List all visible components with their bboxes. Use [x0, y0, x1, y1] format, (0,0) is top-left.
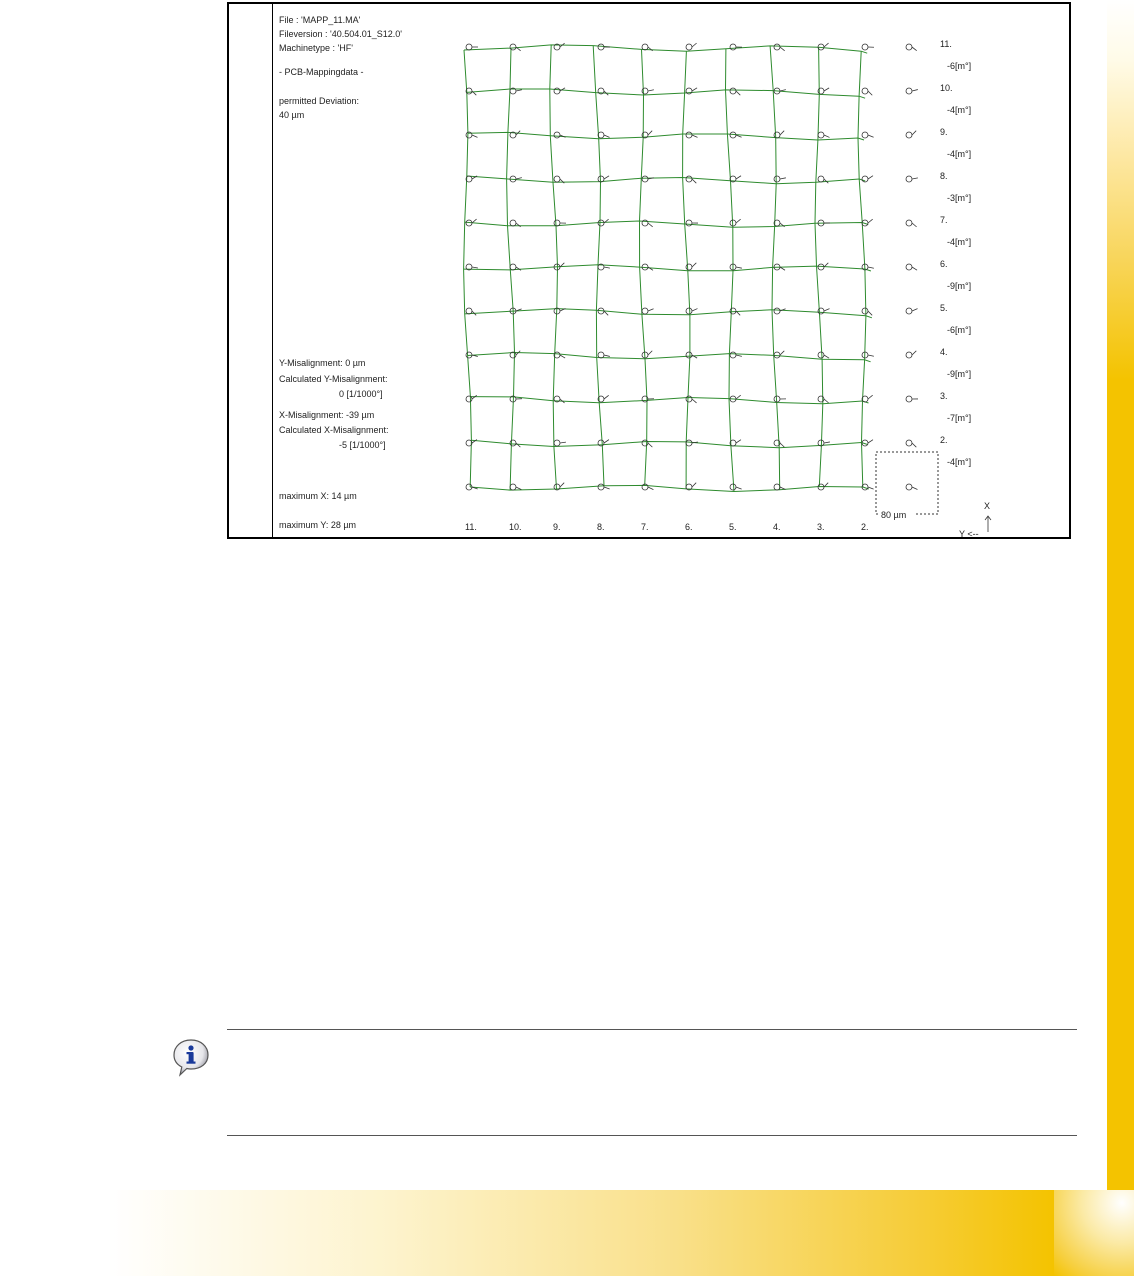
deviation-vector [692, 179, 696, 183]
deviation-vector [824, 88, 829, 91]
deviation-vector [736, 440, 741, 443]
y-misalignment-label: Y-Misalignment: 0 µm [279, 358, 366, 368]
deviation-vector [560, 442, 566, 443]
deviation-vector [824, 442, 830, 443]
deviation-vector [692, 88, 697, 91]
measurement-point [686, 352, 692, 358]
measurement-point [906, 264, 912, 270]
measurement-point [862, 308, 868, 314]
measurement-point [774, 308, 780, 314]
column-label: 10. [509, 522, 522, 532]
mapping-plot [229, 4, 1069, 537]
deviation-vector [648, 351, 652, 355]
measurement-point [730, 352, 736, 358]
measurement-point [906, 44, 912, 50]
measurement-point [730, 484, 736, 490]
measurement-point [686, 440, 692, 446]
column-label: 5. [729, 522, 737, 532]
measurement-point [906, 132, 912, 138]
deviation-vector [824, 135, 829, 137]
measurement-point [598, 484, 604, 490]
row-number-label: 4. [940, 347, 948, 357]
deviation-vector [780, 47, 785, 51]
column-label: 8. [597, 522, 605, 532]
measurement-point [818, 352, 824, 358]
note-bottom-rule [227, 1135, 1077, 1136]
deviation-vector [560, 483, 564, 487]
deviation-vector [912, 47, 917, 51]
deviation-vector [692, 483, 696, 487]
maximum-y-label: maximum Y: 28 µm [279, 520, 357, 530]
column-label: 9. [553, 522, 561, 532]
deviation-vector [736, 219, 741, 223]
measurement-point [730, 88, 736, 94]
deviation-vector [648, 309, 654, 311]
x-misalignment-label: X-Misalignment: -39 µm [279, 410, 375, 420]
calc-x-misalignment-label: Calculated X-Misalignment: [279, 425, 389, 435]
measurement-point [686, 308, 692, 314]
row-number-label: 7. [940, 215, 948, 225]
row-angle-value: -3[m°] [947, 193, 972, 203]
deviation-vector [648, 90, 654, 91]
deviation-vector [736, 355, 742, 356]
measurement-point [554, 88, 560, 94]
measurement-point [510, 484, 516, 490]
grid-row-line [470, 485, 869, 491]
measurement-point [642, 308, 648, 314]
section-label: - PCB-Mappingdata - [279, 67, 364, 77]
measurement-point [686, 396, 692, 402]
measurement-point [510, 44, 516, 50]
measurement-point [598, 44, 604, 50]
measurement-point [510, 220, 516, 226]
measurement-point [906, 352, 912, 358]
deviation-vector [824, 399, 829, 403]
row-angle-value: -9[m°] [947, 369, 972, 379]
deviation-vector [604, 267, 610, 268]
column-label: 11. [465, 522, 477, 532]
column-label: 6. [685, 522, 693, 532]
file-label: File : 'MAPP_11.MA' [279, 15, 361, 25]
deviation-vector [472, 135, 477, 137]
deviation-vector [604, 487, 610, 489]
measurement-point [906, 440, 912, 446]
deviation-grid [464, 45, 872, 492]
row-number-label: 9. [940, 127, 948, 137]
measurement-point [862, 44, 868, 50]
deviation-vector [912, 351, 916, 355]
measurement-point [730, 44, 736, 50]
deviation-vector [780, 351, 784, 355]
footer-corner-decoration [1054, 1190, 1134, 1276]
deviation-vector [912, 487, 917, 489]
row-labels [940, 39, 971, 467]
grid-row-line [465, 309, 872, 318]
deviation-vector [516, 90, 522, 91]
maximum-x-label: maximum X: 14 µm [279, 491, 357, 501]
row-number-label: 11. [940, 39, 952, 49]
deviation-vector [912, 223, 917, 227]
deviation-vector [516, 443, 520, 447]
deviation-vector [604, 355, 610, 356]
measurement-point [906, 484, 912, 490]
column-label: 3. [817, 522, 825, 532]
info-icon [170, 1037, 212, 1079]
deviation-vector [868, 395, 873, 399]
measurement-point [686, 264, 692, 270]
calc-y-misalignment-value: 0 [1/1000°] [339, 389, 383, 399]
row-angle-value: -6[m°] [947, 325, 972, 335]
deviation-vector [868, 355, 874, 356]
grid-row-line [464, 45, 867, 53]
deviation-vector [912, 178, 918, 179]
deviation-vector [604, 176, 609, 179]
deviation-vector [780, 443, 784, 447]
permitted-deviation-label: permitted Deviation: [279, 96, 360, 106]
row-number-label: 6. [940, 259, 948, 269]
deviation-vector [604, 440, 609, 443]
deviation-vector [692, 135, 698, 137]
measurement-point [686, 176, 692, 182]
measurement-point [510, 264, 516, 270]
deviation-vector [648, 131, 652, 135]
row-angle-value: -6[m°] [947, 61, 972, 71]
deviation-vector [912, 90, 918, 91]
measurement-point [818, 132, 824, 138]
grid-row-line [471, 440, 867, 447]
measurement-point [466, 308, 472, 314]
deviation-vector [868, 440, 873, 443]
right-accent-bar [1107, 0, 1134, 1190]
deviation-vector [868, 135, 874, 137]
measurement-point [906, 220, 912, 226]
scale-box [876, 452, 938, 514]
row-number-label: 8. [940, 171, 948, 181]
deviation-vector [868, 267, 874, 268]
deviation-vector [780, 131, 784, 135]
grid-row-line [470, 397, 868, 404]
deviation-vector [604, 395, 609, 399]
measurement-point [510, 440, 516, 446]
deviation-vector [472, 267, 478, 268]
measurement-point [862, 88, 868, 94]
measurement-point [554, 132, 560, 138]
row-angle-value: -9[m°] [947, 281, 972, 291]
measurement-point [554, 440, 560, 446]
deviation-vector [780, 90, 786, 91]
column-label: 2. [861, 522, 869, 532]
measurement-point [862, 132, 868, 138]
measurement-point [466, 396, 472, 402]
measurement-point [906, 396, 912, 402]
deviation-vector [648, 443, 652, 447]
column-label: 7. [641, 522, 649, 532]
measurement-point [642, 176, 648, 182]
fileversion-label: Fileversion : '40.504.01_S12.0' [279, 29, 403, 39]
deviation-vector [516, 487, 521, 490]
deviation-vector [912, 309, 918, 311]
calc-y-misalignment-label: Calculated Y-Misalignment: [279, 374, 388, 384]
measurement-point [554, 220, 560, 226]
grid-row-line [467, 89, 865, 98]
measurement-point [598, 352, 604, 358]
deviation-vector [692, 43, 697, 47]
axis-y-label: Y <-- [959, 529, 979, 537]
measurement-point [818, 176, 824, 182]
scale-label: 80 µm [881, 510, 907, 520]
deviation-vector [736, 267, 742, 268]
deviation-vector [692, 399, 697, 403]
deviation-vector [648, 223, 653, 227]
deviation-vector [868, 91, 872, 95]
measurement-point [686, 44, 692, 50]
measurement-point [906, 308, 912, 314]
grid-row-line [468, 353, 871, 362]
deviation-vector [824, 355, 829, 358]
row-angle-value: -4[m°] [947, 457, 972, 467]
deviation-vector [780, 178, 786, 179]
machinetype-label: Machinetype : 'HF' [279, 43, 353, 53]
row-number-label: 2. [940, 435, 948, 445]
deviation-vector [472, 395, 477, 399]
measurement-point [906, 176, 912, 182]
deviation-vector [868, 219, 873, 223]
row-angle-value: -4[m°] [947, 105, 972, 115]
measurement-point [686, 220, 692, 226]
deviation-vector [736, 487, 742, 489]
measurement-point [554, 176, 560, 182]
calc-x-misalignment-value: -5 [1/1000°] [339, 440, 386, 450]
deviation-vector [912, 443, 916, 447]
row-angle-value: -4[m°] [947, 149, 972, 159]
deviation-vector [692, 309, 697, 311]
column-labels [465, 522, 869, 532]
measurement-points [466, 43, 918, 490]
deviation-vector [868, 176, 873, 179]
permitted-deviation-value: 40 µm [279, 110, 305, 120]
deviation-vector [560, 355, 565, 358]
row-number-label: 10. [940, 83, 953, 93]
measurement-point [818, 264, 824, 270]
pcb-mapping-figure [227, 2, 1071, 539]
deviation-vector [912, 131, 916, 135]
deviation-vector [472, 219, 477, 223]
deviation-vector [648, 487, 653, 490]
measurement-point [686, 132, 692, 138]
measurement-point [774, 484, 780, 490]
grid-row-line [467, 176, 865, 184]
row-angle-value: -7[m°] [947, 413, 972, 423]
measurement-point [466, 44, 472, 50]
grid-column-line [464, 50, 472, 487]
column-label: 4. [773, 522, 781, 532]
deviation-vector [736, 91, 740, 95]
measurement-point [906, 88, 912, 94]
deviation-vector [692, 263, 696, 267]
deviation-vector [868, 311, 872, 315]
note-top-rule [227, 1029, 1077, 1030]
measurement-point [774, 132, 780, 138]
axis-x-label: X [984, 501, 991, 511]
deviation-vector [912, 267, 917, 270]
deviation-vector [604, 135, 610, 137]
deviation-vector [736, 395, 741, 399]
grid-row-line [465, 221, 869, 227]
grid-row-line [464, 265, 871, 271]
row-number-label: 5. [940, 303, 948, 313]
measurement-point [774, 176, 780, 182]
measurement-point [774, 44, 780, 50]
deviation-vector [736, 176, 741, 179]
row-number-label: 3. [940, 391, 948, 401]
grid-row-line [468, 132, 864, 140]
deviation-vector [824, 309, 830, 311]
deviation-vector [516, 178, 522, 179]
deviation-vector [824, 43, 829, 47]
footer-gradient-band [108, 1190, 1054, 1276]
row-angle-value: -4[m°] [947, 237, 972, 247]
